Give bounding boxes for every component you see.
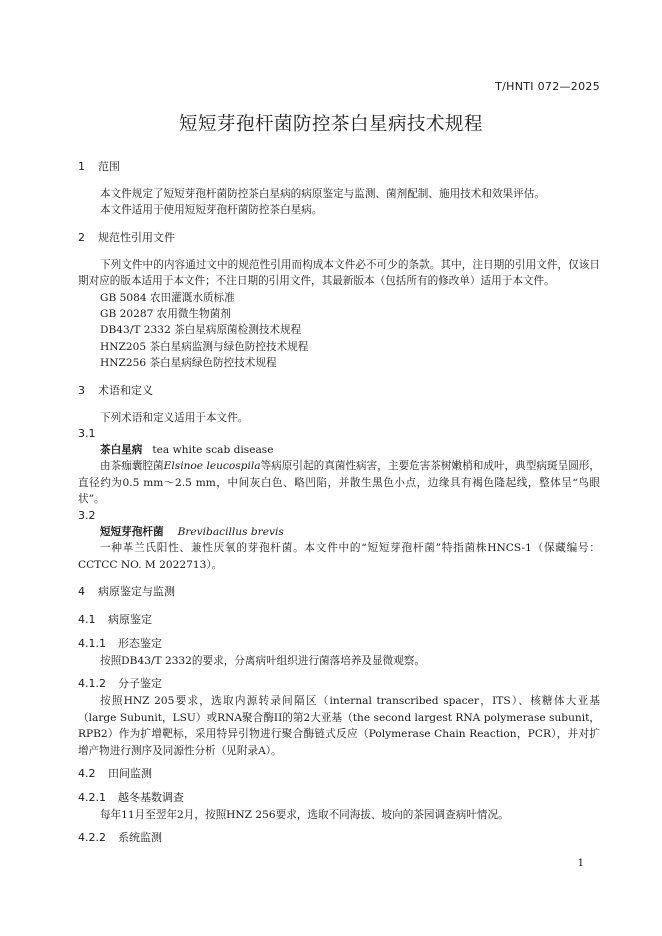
definition-text: 等病原引起的真菌性病害，主要危害茶树嫩梢和成叶，典型病斑呈圆形，直径约为0.5 mm～2.5 mm，中间灰白色、略凹陷，并散生黑色小点，边缘具有褐色隆起线，整体呈“鸟眼状”。 [78,460,601,506]
term-entry [78,524,600,540]
subsection-4-2-1-heading [78,789,600,807]
section-title: 分子鉴定 [118,677,162,691]
section-title: 田间监测 [108,766,152,780]
definition-text: 由茶痂囊腔菌 [100,460,164,473]
section-title: 规范性引用文件 [98,230,175,244]
term-english: tea white scab disease [152,444,274,457]
paragraph: 每年11月至翌年2月，按照HNZ 256要求，选取不同海拔、坡向的茶园调查病叶情况。 [100,808,509,821]
section-2-heading [78,229,600,247]
term-number: 3.2 [78,508,96,522]
reference-item: DB43/T 2332 茶白星病原菌检测技术规程 [100,324,302,337]
paragraph: 下列术语和定义适用于本文件。 [100,411,249,424]
section-3-heading [78,382,600,400]
term-definition [78,458,600,507]
paragraph: 按照HNZ 205要求，选取内源转录间隔区（internal transcribed spacer，ITS）、核糖体大亚基（large Subunit，LSU）或RNA聚合酶II的第2大亚基（the second largest RNA polymerase subunit，RPB2）作为扩增靶标，采用特异引物进行聚合酶链式反应（Polymerase Chain Reaction，PCR），并对扩增产物进行测序及同源性分析（见附录A）。 [78,695,600,757]
section-number: 3 [78,383,85,397]
section-number: 2 [78,230,85,244]
section-4-heading [78,583,600,601]
section-title: 形态鉴定 [118,636,162,650]
document-body [78,158,600,847]
paragraph: 下列文件中的内容通过文中的规范性引用而构成本文件必不可少的条款。其中，注日期的引用文件，仅该日期对应的版本适用于本文件；不注日期的引用文件，其最新版本（包括所有的修改单）适用于本文件。 [78,258,600,288]
term-chinese: 短短芽孢杆菌 [100,525,164,538]
reference-item: HNZ256 茶白星病绿色防控技术规程 [100,357,277,370]
term-chinese: 茶白星病 [100,444,143,457]
section-1-heading [78,158,600,176]
reference-item: GB 20287 农用微生物菌剂 [100,308,231,321]
term-definition: 一种革兰氏阳性、兼性厌氧的芽孢杆菌。本文件中的“短短芽孢杆菌”特指菌株HNCS-1（保藏编号：CCTCC NO. M 2022713）。 [78,542,600,571]
term-entry [78,442,600,458]
section-number: 1 [78,160,85,173]
document-title: 短短芽孢杆菌防控茶白星病技术规程 [178,114,483,135]
standard-code: T/HNTI 072—2025 [495,80,600,93]
subsection-4-2-heading [78,765,600,783]
subsection-4-2-2-heading [78,829,600,847]
reference-item: HNZ205 茶白星病监测与绿色防控技术规程 [100,340,309,353]
page-number: 1 [577,858,584,869]
section-title: 病原鉴定 [108,612,152,626]
section-number: 4.2.1 [78,790,106,804]
section-title: 病原鉴定与监测 [98,584,175,598]
subsection-4-1-2-heading [78,675,600,693]
reference-item: GB 5084 农田灌溉水质标准 [100,291,235,304]
paragraph: 本文件适用于使用短短芽孢杆菌防控茶白星病。 [100,204,323,217]
section-number: 4.2 [78,766,96,780]
section-number: 4.2.2 [78,831,106,845]
section-number: 4.1.2 [78,677,106,691]
section-title: 术语和定义 [98,383,153,397]
section-title: 系统监测 [118,831,162,845]
subsection-4-1-1-heading [78,635,600,653]
section-number: 4.1 [78,612,96,626]
term-latin: Brevibacillus brevis [177,525,284,538]
section-number: 4 [78,584,85,598]
section-number: 4.1.1 [78,636,106,650]
subsection-4-1-heading [78,611,600,629]
paragraph: 按照DB43/T 2332的要求，分离病叶组织进行菌落培养及显微观察。 [100,654,425,667]
term-number: 3.1 [78,427,96,441]
latin-name: Elsinoe leucospila [163,460,261,473]
section-title: 范围 [98,160,120,173]
section-title: 越冬基数调查 [118,790,184,804]
paragraph: 本文件规定了短短芽孢杆菌防控茶白星病的病原鉴定与监测、菌剂配制、施用技术和效果评估。 [100,188,545,200]
